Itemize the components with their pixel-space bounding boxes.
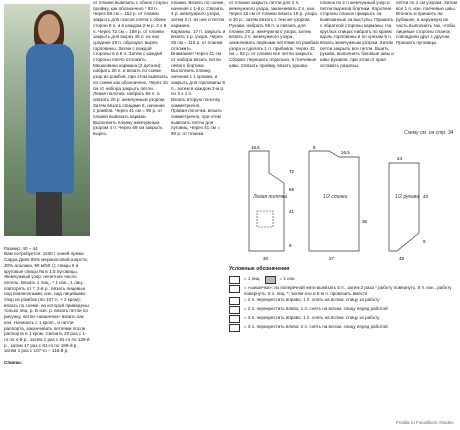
legend-label: = 2 п. перекрестить вправо, 1 п. снять на вспом. спицу за работу xyxy=(244,297,380,303)
back-piece xyxy=(309,151,359,251)
column-6-text: петли по 1 см узором. Затем все 1 п. изн. плечевые швы. Втачать и пришить на рубашке, а наружную их часть выполнить так, чтобы лицевые стороны планок совпадали друг с другом. Пришить пуговицы. xyxy=(396,0,458,45)
sleeve-dim-2: 9 xyxy=(423,239,426,244)
dim-bottom-1: 30 xyxy=(263,256,269,261)
dim-top-3: 16,5 xyxy=(341,150,350,155)
left-piece-label: Левая полочка xyxy=(253,194,288,200)
legend-label: = 3 п. перекрестить влево: 2 п. снять на вспом. спицу перед работой xyxy=(244,324,388,330)
dim-side-4: 36 xyxy=(362,219,368,224)
scheme-caption: Схему см. на стр. 34 xyxy=(404,130,454,136)
legend xyxy=(229,276,459,426)
dim-top-2: 8 xyxy=(313,145,316,150)
legend-title: Условные обозначения xyxy=(229,266,290,272)
column-3-text: планки. Вязать по схеме, начиная с 1-й р. Связать 4 р. жемчужного узора, затем 2 п. из них и петли кармана. Карманы: 17 п. закрыть и вязать 1 р. узора. Через 25 см = 118 р. от планки отложить. Внимание! Через 41 см от набора вязать петли левого бортика. Выполнить планку, начиная с 1 кромки, и закрыть для горловины 8 п., затем в каждом 2-м р. по 3 х 1 п. Вязать вторую полочку симметрично. Правая полочка: вязать симметрично, при этом вывязать петли для пуговиц. Через 41 см = 90 р. от планки. xyxy=(171,0,226,137)
legend-row xyxy=(229,306,459,314)
dim-top-1: 16,5 xyxy=(251,145,260,150)
legend-row xyxy=(229,315,459,323)
sleeve-piece xyxy=(389,163,419,251)
legend-row xyxy=(229,285,459,296)
legend-row xyxy=(229,324,459,332)
col1-back-heading: Спинка: xyxy=(4,359,23,365)
dim-side-5: 9 xyxy=(289,243,292,248)
model-head xyxy=(38,14,60,44)
sleeve-dim-1: 43 xyxy=(423,194,429,199)
model-legs xyxy=(36,192,62,236)
legend-row xyxy=(229,297,459,305)
cross-left-icon xyxy=(229,306,240,314)
pattern-diagram xyxy=(229,143,459,263)
cross-left-3-icon xyxy=(229,324,240,332)
cross-right-3-icon xyxy=(229,315,240,323)
column-5-text: планок по 2 п жемчужный узор и петли вырезов бортики. Короткие стороны планок прикрыть за вывязанные за выступы. Пришить с обратной стороны карманы. На круглых спицах набрать по краям вдоль горловины и по срезам 5 п. вязать жемчужным узором. Затем петли закрыть все петли. Вшить рукава, выполнить боковые швы и швы рукавов, при этом от края оставить разрезы. xyxy=(320,0,394,68)
col1-body: Размер: 40 – 44 Вам потребуется: 1150 г синей пряжи Сарра Дияя 85% мериносовой шерсти, 30% альпака, 90 м/50 г); спицы 6 и круговые спицы № 6 1,5 пуговицы. Жемчужный узор: нечетное число петель. Вязать 1 лиц., * 1 изн., 1 лиц.; повторять от *; 2-й р.: вязать лицевые над изнаночными, изн. над лицевыми. Узор из ромбов (по 107 п. + 2 кром): вязать по схеме, на которой приведены только лиц. р. В изн. р. вязать петли по рисунку, петли «шишечки» вязать как изн. Начинать с 1 крom., и петли раппорта, заканчивать петлями после раппорта и 1 кром. Связать 20 раз с 1-го по 4-й р., затем 1 раз с 81-го по 128-й р., затем 17 раз с 81-го по 188-й р., затем 1 раз с 107-го – 118-й р. xyxy=(4,245,90,354)
legend-label: = 1 лиц. xyxy=(244,276,261,281)
photo xyxy=(4,4,90,236)
legend-label: = «шишечка»: из поперечной нити вывязать 5 п., затем 2 раза * работу повернуть, 5 п. изн., работу повернуть, 5 п. лиц. *; затем 4-ю и 5-ю п. провязать вместе xyxy=(244,285,452,296)
legend-label: = 2 п. перекрестить влево, 1 п. снять на вспом. спицу перед работой xyxy=(244,306,388,312)
watermark: Postila.ru Fotoalbom.Yandex xyxy=(396,420,454,425)
legend-label: = 3 п. перекрестить вправо: 1 п. снять на вспом. спицу за работу xyxy=(244,315,380,321)
dim-bottom-3: 48 xyxy=(399,256,405,261)
legend-row xyxy=(229,276,459,284)
sleeve-dim-3: 24 xyxy=(397,156,403,161)
purl-symbol-icon xyxy=(229,276,240,284)
left-front-piece xyxy=(249,151,284,251)
column-2-text: от планки вывязать с обеих сторон пройму, как обозначено * 93 п. Через 69 см = 152 р. от планки закрыть для скосов плеча с обеих сторон 8 п. и в каждом 2-м р. 2 х 8 п. Через 72 см = 158 р. от планки закрыть для вырез 45 п. из них средние 29 п. образуют вырез горловины. Затем с каждой стороны 6 и 6 п. Затем с каждой стороны плечо отложить. Мешковина кармана (2 детали): набрать 20 п. и вязать по схеме узор из ромбов, при этом вывязать по схеме как обозначено. Через 15 см от набора закрыть петли. Левая полочка: набрать 66 п. и связать 20 р. жемчужным узором. Затем вязать спицами 6, начиная с ромбов. Через 41 см = 90 р. от планки вывязать карман. Выполнить планку жемчужным узором 4 п. Через 69 см закрыть вырез. xyxy=(93,0,168,137)
dim-side-3: 41 xyxy=(289,209,295,214)
column-1-text xyxy=(4,240,90,430)
sleeve-label: 1/2 рукава xyxy=(395,194,419,200)
dim-bottom-2: 27 xyxy=(329,256,335,261)
bobble-symbol-icon xyxy=(229,285,240,293)
back-piece-label: 1/2 спинки xyxy=(323,194,348,200)
cross-right-icon xyxy=(229,297,240,305)
dim-side-1: 72 xyxy=(289,169,295,174)
column-4-text: от планки закрыть петли для 2 п. жемчужного узора, заканчивать 2 п. изн. Через 18 см от планки вязать 18 р. узора и 20 р., затем вязать с тем же узором. Рукава: набрать 56 п. и связать для планки 20 р. жемчужного узора, затем вязать 2 п. жемчужного узора, заканчивать первыми петлями по ромбам узора и сделать 1 п. прибавок. Через 43 см = 92 р. от планки все петли закрыть. Сборка: перешить отдельно, в плечевые швы. Связать пройму, вязать рукава. xyxy=(229,0,319,68)
legend-label: = 1 изн. xyxy=(279,276,296,281)
knit-symbol-icon xyxy=(265,276,276,284)
dim-side-2: 69 xyxy=(289,187,295,192)
model-coat xyxy=(26,44,74,194)
